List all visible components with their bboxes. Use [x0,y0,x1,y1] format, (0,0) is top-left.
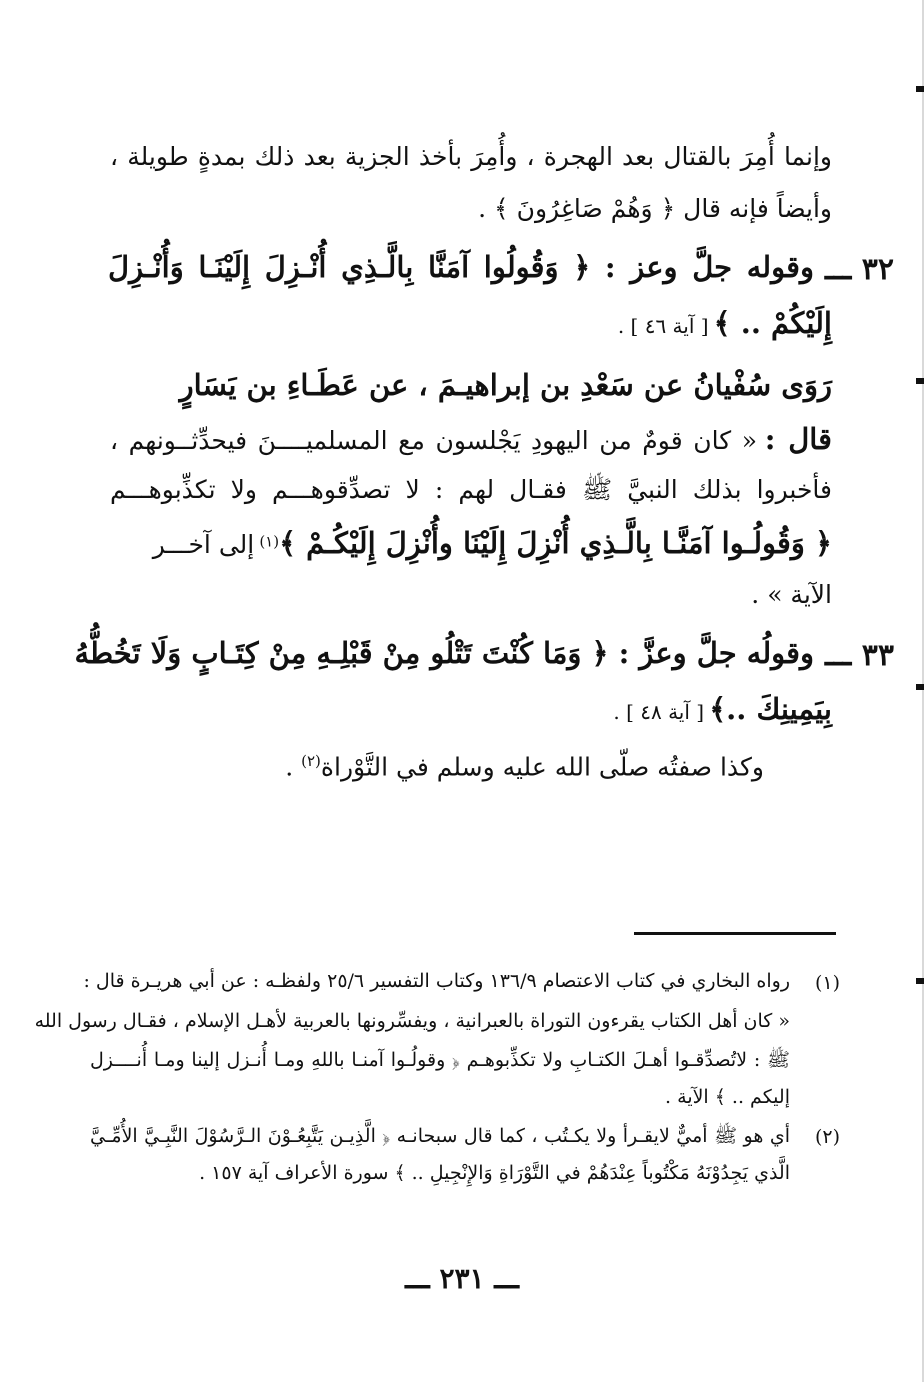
item-33-verse-end: بِيَمِينِكَ ..﴾ [709,692,832,726]
edge-mark [916,684,924,690]
footnote-2-line-2: الَّذي يَجِدُوْنَهُ مَكْتُوباً عِنْدَهُمْ في التَّوْرَاةِ وَالإِنْجِيلِ .. ﴾ سورة الأعراف آية ١٥٧ . [199,1162,790,1184]
narration-quote-start: « كان قومٌ من اليهودِ يَجْلسون مع المسلميــــنَ فيحدِّثــونهم ، [110,426,758,455]
page-number: ـــ ٢٣١ ـــ [405,1262,519,1295]
closing-tail: . [285,752,302,782]
item-32-line-2 [618,306,832,340]
narration-to-end: إلى آخـــر [152,530,255,559]
narration-line-5: الآية » . [751,580,832,609]
narration-qal: قال : [764,422,833,456]
intro-line-1: وإنما أُمِرَ بالقتال بعد الهجرة ، وأُمِرَ بأخذ الجزية بعد ذلك بمدةٍ طويلة ، [110,142,832,171]
intro-line-2: وأيضاً فإنه قال ﴿ وَهُمْ صَاغِرُونَ ﴾ . [478,194,832,223]
footnote-2-number: (٢) [814,1126,840,1148]
narration-line-3: فأخبروا بذلك النبيَّ ﷺ فقـال لهم : لا تصدِّقوهـــم ولا تكذِّبوهـــم [110,475,832,504]
footnote-1-number: (١) [814,972,840,994]
narration-line-1: رَوَى سُفْيانُ عن سَعْدِ بن إبراهيـمَ ، عن عَطَـاءِ بن يَسَارٍ [179,368,832,402]
footnote-ref-2: (٢) [301,752,321,770]
footnote-1-line-2: « كان أهل الكتاب يقرءون التوراة بالعبرانية ، ويفسِّرونها بالعربية لأهـل الإسلام ، فقـال رسول الله [34,1010,790,1032]
item-33-reference: [ آية ٤٨ ] . [613,700,705,724]
item-32-verse-line-1: وقوله جلَّ وعز : ﴿ وَقُولُوا آمَنَّا بِالَّـذِي أُنْـزِلَ إِلَيْنَـا وَأُنْـزِلَ [108,250,814,284]
narration-verse: ﴿ وَقُولُـوا آمَنَّـا بِالَّـذِي أُنْزِلَ إِلَيْنَا وأُنْزِلَ إِلَيْكُـمْ ﴾ [279,526,832,560]
item-33-number: ٣٣ ـــ [824,638,894,673]
footnote-separator [634,932,836,935]
footnote-2-line-1: أي هو ﷺ أميٌّ لايقـرأ ولا يكـتُب ، كما قال سبحانـه ﴿ الَّذِيـن يَتَّبِعُـوْنَ الـرَّسُوْلَ النَّبِـيَّ الأُمِّـيَّ [90,1125,790,1147]
edge-mark [916,378,924,384]
edge-mark [916,86,924,92]
narration-line-4 [153,526,832,560]
item-33-verse-line-1: وقولُه جلَّ وعزَّ : ﴿ وَمَا كُنْتَ تَتْلُو مِنْ قَبْلِـهِ مِنْ كِتَـابٍ وَلَا تَخُطُّهُ [74,636,814,670]
item-32-number: ٣٢ ـــ [824,252,894,287]
closing-text: وكذا صفتُه صلّى الله عليه وسلم في التَّوْراة [320,752,764,782]
item-32-reference: [ آية ٤٦ ] . [617,314,709,338]
closing-line [285,752,764,781]
footnote-1-line-4: إليكم .. ﴾ الآية . [665,1086,790,1108]
footnote-1-line-3: ﷺ : لاتُصدِّقـوا أهـلَ الكتـابِ ولا تكذِّبوهـم ﴿ وقولُـوا آمنـا باللهِ ومـا أُنـزل إلينا ومـا أُنــــزل [90,1049,790,1071]
item-33-line-2 [613,692,832,726]
footnote-ref-1: (١) [259,532,280,551]
footnote-1-line-1: رواه البخاري في كتاب الاعتصام ١٣٦/٩ وكتاب التفسير ٢٥/٦ ولفظـه : عن أبي هريـرة قال : [83,970,790,992]
edge-mark [916,978,924,984]
item-32-verse-end: إِلَيْكُمْ .. ﴾ [713,306,832,340]
narration-line-2 [110,422,832,456]
